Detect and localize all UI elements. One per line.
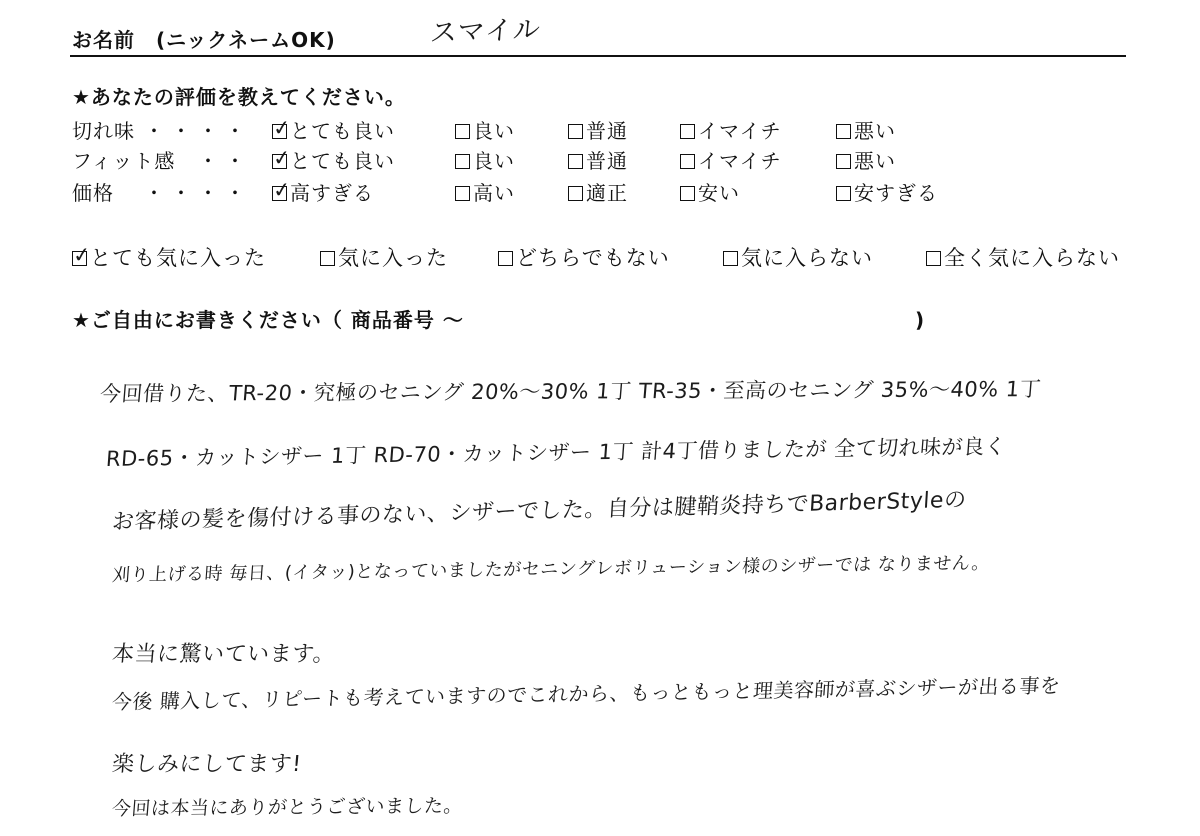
neutral-checkbox — [498, 251, 513, 266]
price-option-fair — [568, 181, 628, 205]
sharpness-not-great-checkbox — [680, 124, 695, 139]
sharpness-average-checkbox — [568, 124, 583, 139]
name-field-label: お名前 (ニックネームOK) — [72, 28, 336, 52]
evaluation-row-fit — [0, 149, 1200, 173]
fit-very-good-checkbox — [272, 154, 287, 169]
option-label: 普通 — [586, 149, 628, 173]
row-label-fit: フィット感 — [72, 149, 176, 173]
handwritten-comment-line: 刈り上げる時 毎日、(イタッ)となっていましたがセニングレボリューション様のシザーでは なりません。 — [111, 552, 991, 587]
option-label: 高すぎる — [290, 181, 374, 205]
disliked-checkbox — [723, 251, 738, 266]
price-too-cheap-checkbox — [836, 186, 851, 201]
option-label: とても気に入った — [90, 246, 266, 270]
price-option-too-expensive — [272, 181, 374, 205]
satisfaction-option-liked-it — [320, 245, 448, 271]
option-label: どちらでもない — [516, 246, 670, 270]
evaluation-row-sharpness — [0, 119, 1200, 143]
sharpness-good-checkbox — [455, 124, 470, 139]
price-too-expensive-checkbox — [272, 186, 287, 201]
fit-option-average — [568, 149, 628, 173]
row-label-price: 価格 — [72, 181, 114, 205]
strongly-disliked-checkbox — [926, 251, 941, 266]
fit-not-great-checkbox — [680, 154, 695, 169]
sharpness-bad-checkbox — [836, 124, 851, 139]
evaluation-row-price — [0, 181, 1200, 205]
fit-average-checkbox — [568, 154, 583, 169]
option-label: 悪い — [854, 119, 896, 143]
option-label: 全く気に入らない — [944, 246, 1120, 270]
option-label: 安すぎる — [854, 181, 938, 205]
name-field-handwritten-value: スマイル — [428, 14, 542, 50]
sharpness-option-good — [455, 119, 515, 143]
option-label: イマイチ — [698, 149, 782, 173]
satisfaction-option-neutral — [498, 245, 670, 271]
handwritten-comment-line: 本当に驚いています。 — [110, 642, 337, 667]
satisfaction-option-disliked — [723, 245, 873, 271]
price-expensive-checkbox — [455, 186, 470, 201]
sharpness-very-good-checkbox — [272, 124, 287, 139]
name-field-underline — [70, 55, 1126, 57]
row-leader-dots: ・・ — [198, 149, 252, 173]
handwritten-comment-line: RD-65・カットシザー 1丁 RD-70・カットシザー 1丁 計4丁借りましたが 全て切れ味が良く — [105, 434, 1008, 472]
option-label: 高い — [473, 181, 515, 205]
satisfaction-option-loved-it — [72, 245, 266, 271]
handwritten-comment-line: 今回借りた、TR-20・究極のセニング 20%〜30% 1丁 TR-35・至高のセニング 35%〜40% 1丁 — [99, 377, 1043, 407]
option-label: 安い — [698, 181, 740, 205]
option-label: 普通 — [586, 119, 628, 143]
option-label: 気に入らない — [741, 246, 873, 270]
option-label: 悪い — [854, 149, 896, 173]
option-label: 適正 — [586, 181, 628, 205]
overall-satisfaction-row — [0, 245, 1200, 271]
fit-option-good — [455, 149, 515, 173]
sharpness-option-bad — [836, 119, 896, 143]
sharpness-option-very-good — [272, 119, 395, 143]
fit-option-bad — [836, 149, 896, 173]
fit-bad-checkbox — [836, 154, 851, 169]
row-label-sharpness: 切れ味 — [72, 119, 135, 143]
price-option-cheap — [680, 181, 740, 205]
sharpness-option-average — [568, 119, 628, 143]
price-option-too-cheap — [836, 181, 938, 205]
row-leader-dots: ・・・・ — [144, 119, 252, 143]
option-label: 気に入った — [338, 246, 448, 270]
price-fair-checkbox — [568, 186, 583, 201]
handwritten-comment-line: お客様の髪を傷付ける事のない、シザーでした。自分は腱鞘炎持ちでBarberStyleの — [111, 487, 968, 536]
option-label: 良い — [473, 119, 515, 143]
liked-it-checkbox — [320, 251, 335, 266]
option-label: とても良い — [290, 119, 395, 143]
free-comment-heading: ★ご自由にお書きください（ 商品番号 〜 — [72, 308, 464, 332]
row-leader-dots: ・・・・ — [144, 181, 252, 205]
satisfaction-option-strongly-disliked — [926, 245, 1120, 271]
product-number-closing-paren: ) — [915, 308, 926, 332]
option-label: 良い — [473, 149, 515, 173]
handwritten-comment-line: 今後 購入して、リピートも考えていますのでこれから、もっともっと理美容師が喜ぶシザーが出る事を — [111, 673, 1062, 715]
handwritten-comment-line: 楽しみにしてます! — [110, 752, 303, 777]
price-option-expensive — [455, 181, 515, 205]
loved-it-checkbox — [72, 251, 87, 266]
handwritten-comment-line: 今回は本当にありがとうございました。 — [111, 794, 464, 821]
fit-good-checkbox — [455, 154, 470, 169]
price-cheap-checkbox — [680, 186, 695, 201]
option-label: イマイチ — [698, 119, 782, 143]
sharpness-option-not-great — [680, 119, 782, 143]
fit-option-not-great — [680, 149, 782, 173]
option-label: とても良い — [290, 149, 395, 173]
evaluation-heading: ★あなたの評価を教えてください。 — [72, 85, 406, 109]
fit-option-very-good — [272, 149, 395, 173]
